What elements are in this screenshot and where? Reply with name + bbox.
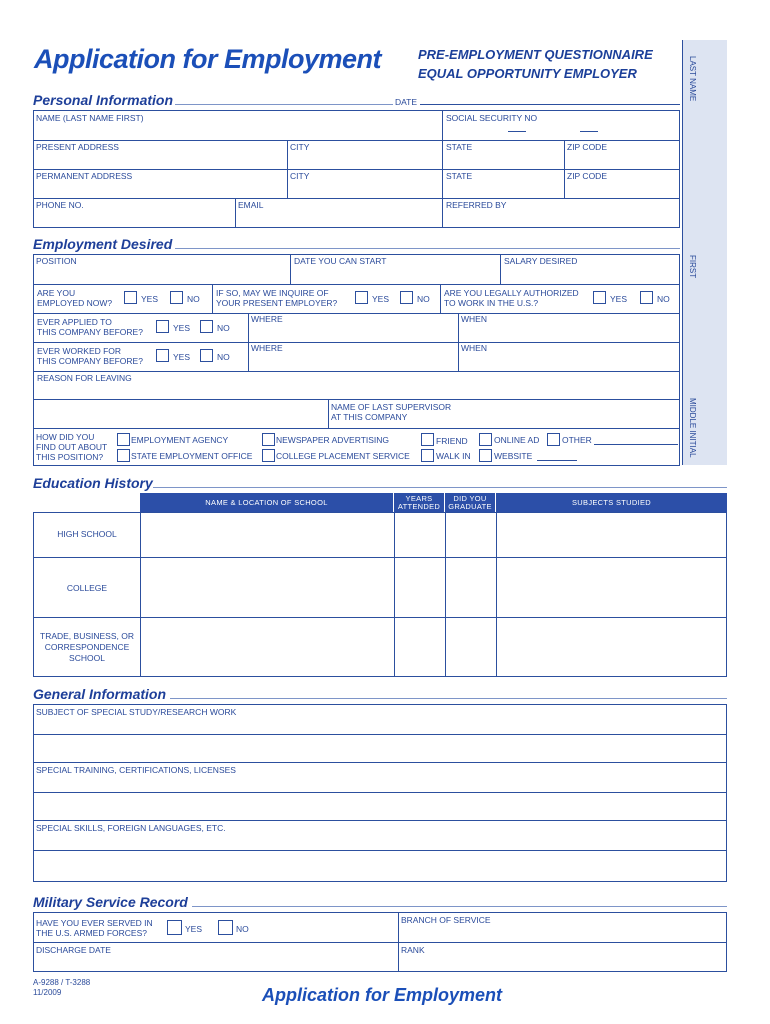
sidebar-last-name-label: LAST NAME [688,56,697,102]
email-label: EMAIL [238,200,264,210]
military-row-divider [33,942,727,943]
inquire-yes-checkbox[interactable] [355,291,368,304]
special-skills-label: SPECIAL SKILLS, FOREIGN LANGUAGES, ETC. [36,823,226,833]
city-label: CITY [290,142,310,152]
footer-title: Application for Employment [262,985,503,1005]
state-label: STATE [446,142,473,152]
source-walkin-checkbox[interactable] [421,449,434,462]
edu-col-subjects-header: SUBJECTS STUDIED [496,493,727,512]
special-study-label: SUBJECT OF SPECIAL STUDY/RESEARCH WORK [36,707,237,717]
employment-desired-heading: Employment Desired [33,236,173,252]
worked-yes-checkbox[interactable] [156,349,169,362]
personal-row-divider [33,140,680,141]
general-row-divider [33,762,727,763]
employment-col-divider [458,313,459,371]
employed-now-yes-checkbox[interactable] [124,291,137,304]
applied-label-2: THIS COMPANY BEFORE? [37,327,143,337]
applied-no-checkbox[interactable] [200,320,213,333]
general-row-divider [33,850,727,851]
edu-col-grad-line2: GRADUATE [448,501,492,511]
zip-label: ZIP CODE [567,142,607,152]
reason-label: REASON FOR LEAVING [37,373,132,383]
edu-col-grad-line1: DID YOU [453,493,487,503]
served-yes-checkbox[interactable] [167,920,182,935]
personal-col-divider [564,140,565,198]
ssn-label: SOCIAL SECURITY NO [446,113,538,123]
source-state-office-label: STATE EMPLOYMENT OFFICE [131,451,253,461]
authorized-no-checkbox[interactable] [640,291,653,304]
edu-col-grad-header [445,493,495,512]
education-col-divider [394,512,395,677]
permanent-address-label: PERMANENT ADDRESS [36,171,133,181]
how-label-1: HOW DID YOU [36,432,95,442]
general-heading-rule [170,698,727,699]
salary-label: SALARY DESIRED [504,256,578,266]
personal-col-divider [287,140,288,198]
education-row-divider [33,557,727,558]
employment-col-divider [248,313,249,371]
personal-col-divider [442,110,443,228]
position-label: POSITION [36,256,77,266]
source-agency-checkbox[interactable] [117,433,130,446]
edu-row-college: COLLEGE [66,583,108,593]
served-no-checkbox[interactable] [218,920,233,935]
source-newspaper-checkbox[interactable] [262,433,275,446]
edu-row-trade-1: TRADE, BUSINESS, OR [40,631,134,641]
employment-row-divider [33,342,680,343]
employment-col-divider [328,399,329,428]
source-other-checkbox[interactable] [547,433,560,446]
employed-now-label-1: ARE YOU [37,288,76,298]
edu-row-trade-3: SCHOOL [69,653,105,663]
edu-col-years-line2: ATTENDED [397,501,441,511]
how-label-2: FIND OUT ABOUT [36,442,108,452]
zip-label: ZIP CODE [567,171,607,181]
education-col-divider [496,512,497,677]
start-date-label: DATE YOU CAN START [294,256,387,266]
where-label: WHERE [251,314,283,324]
employment-row-divider [33,284,680,285]
edu-col-years-header [394,493,444,512]
date-label: DATE [395,97,418,107]
employment-col-divider [440,284,441,313]
discharge-date-label: DISCHARGE DATE [36,945,111,955]
state-label: STATE [446,171,473,181]
employment-col-divider [212,284,213,313]
general-info-table [33,704,727,882]
source-college-label: COLLEGE PLACEMENT SERVICE [276,451,410,461]
general-info-heading: General Information [33,686,167,702]
education-row-divider [33,617,727,618]
source-newspaper-label: NEWSPAPER ADVERTISING [276,435,390,445]
present-address-label: PRESENT ADDRESS [36,142,119,152]
no-label: NO [217,323,230,333]
yes-label: YES [173,352,191,362]
authorized-label-2: TO WORK IN THE U.S.? [444,298,539,308]
personal-row-divider [33,198,680,199]
employment-row-divider [33,371,680,372]
personal-info-heading: Personal Information [33,92,174,108]
employment-row-divider [33,313,680,314]
ssn-dash [508,131,526,132]
form-revision-date: 11/2009 [33,988,62,997]
ssn-dash [580,131,598,132]
personal-heading-rule [175,104,393,105]
source-website-label: WEBSITE [494,451,533,461]
general-row-divider [33,734,727,735]
sidebar-first-label: FIRST [688,255,697,279]
source-state-office-checkbox[interactable] [117,449,130,462]
no-label: NO [187,294,200,304]
edu-col-name-header: NAME & LOCATION OF SCHOOL [140,493,393,512]
form-title: Application for Employment [34,44,382,74]
name-label: NAME (LAST NAME FIRST) [36,113,144,123]
general-row-divider [33,820,727,821]
inquire-label-1: IF SO, MAY WE INQUIRE OF [216,288,329,298]
source-other-label: OTHER [562,435,592,445]
personal-row-divider [33,169,680,170]
employment-col-divider [500,254,501,284]
applied-label-1: EVER APPLIED TO [37,317,112,327]
phone-label: PHONE NO. [36,200,84,210]
yes-label: YES [610,294,628,304]
yes-label: YES [141,294,159,304]
employed-now-no-checkbox[interactable] [170,291,183,304]
worked-no-checkbox[interactable] [200,349,213,362]
education-history-heading: Education History [33,475,153,491]
branch-label: BRANCH OF SERVICE [401,915,491,925]
special-training-label: SPECIAL TRAINING, CERTIFICATIONS, LICENSES [36,765,236,775]
applied-yes-checkbox[interactable] [156,320,169,333]
yes-label: YES [372,294,390,304]
date-field[interactable] [420,104,680,105]
authorized-yes-checkbox[interactable] [593,291,606,304]
no-label: NO [417,294,430,304]
when-label: WHEN [461,343,487,353]
worked-label-1: EVER WORKED FOR [37,346,122,356]
source-online-label: ONLINE AD [494,435,540,445]
authorized-label-1: ARE YOU LEGALLY AUTHORIZED [444,288,579,298]
served-label-2: THE U.S. ARMED FORCES? [36,928,147,938]
military-record-heading: Military Service Record [33,894,188,910]
general-row-divider [33,792,727,793]
form-code: A-9288 / T-3288 [33,978,91,987]
form-subtitle-questionnaire: PRE-EMPLOYMENT QUESTIONNAIRE [418,47,653,62]
source-agency-label: EMPLOYMENT AGENCY [131,435,229,445]
rank-label: RANK [401,945,425,955]
no-label: NO [236,924,249,934]
when-label: WHEN [461,314,487,324]
other-field[interactable] [594,444,678,445]
employed-now-label-2: EMPLOYED NOW? [37,298,113,308]
sidebar-middle-initial-label: MIDDLE INITIAL [688,398,697,458]
source-friend-checkbox[interactable] [421,433,434,446]
source-walkin-label: WALK IN [436,451,471,461]
personal-col-divider [235,198,236,228]
supervisor-label-2: AT THIS COMPANY [331,412,408,422]
city-label: CITY [290,171,310,181]
how-label-3: THIS POSITION? [36,452,104,462]
education-col-divider [445,512,446,677]
source-online-checkbox[interactable] [479,433,492,446]
yes-label: YES [185,924,203,934]
military-heading-rule [192,906,727,907]
served-label-1: HAVE YOU EVER SERVED IN [36,918,153,928]
referred-by-label: REFERRED BY [446,200,507,210]
edu-row-trade-2: CORRESPONDENCE [44,642,130,652]
education-heading-rule [153,487,727,488]
edu-col-years-line1: YEARS [405,493,433,503]
source-website-checkbox[interactable] [479,449,492,462]
education-col-divider [140,512,141,677]
yes-label: YES [173,323,191,333]
employment-row-divider [33,428,680,429]
worked-label-2: THIS COMPANY BEFORE? [37,356,143,366]
source-friend-label: FRIEND [436,436,468,446]
edu-row-high-school: HIGH SCHOOL [57,529,117,539]
form-subtitle-eoe: EQUAL OPPORTUNITY EMPLOYER [418,66,637,81]
supervisor-label-1: NAME OF LAST SUPERVISOR [331,402,452,412]
employment-row-divider [33,399,680,400]
website-field[interactable] [537,460,577,461]
inquire-no-checkbox[interactable] [400,291,413,304]
source-college-checkbox[interactable] [262,449,275,462]
employment-col-divider [290,254,291,284]
employment-heading-rule [175,248,680,249]
no-label: NO [217,352,230,362]
where-label: WHERE [251,343,283,353]
inquire-label-2: YOUR PRESENT EMPLOYER? [216,298,338,308]
no-label: NO [657,294,670,304]
military-col-divider [398,912,399,972]
